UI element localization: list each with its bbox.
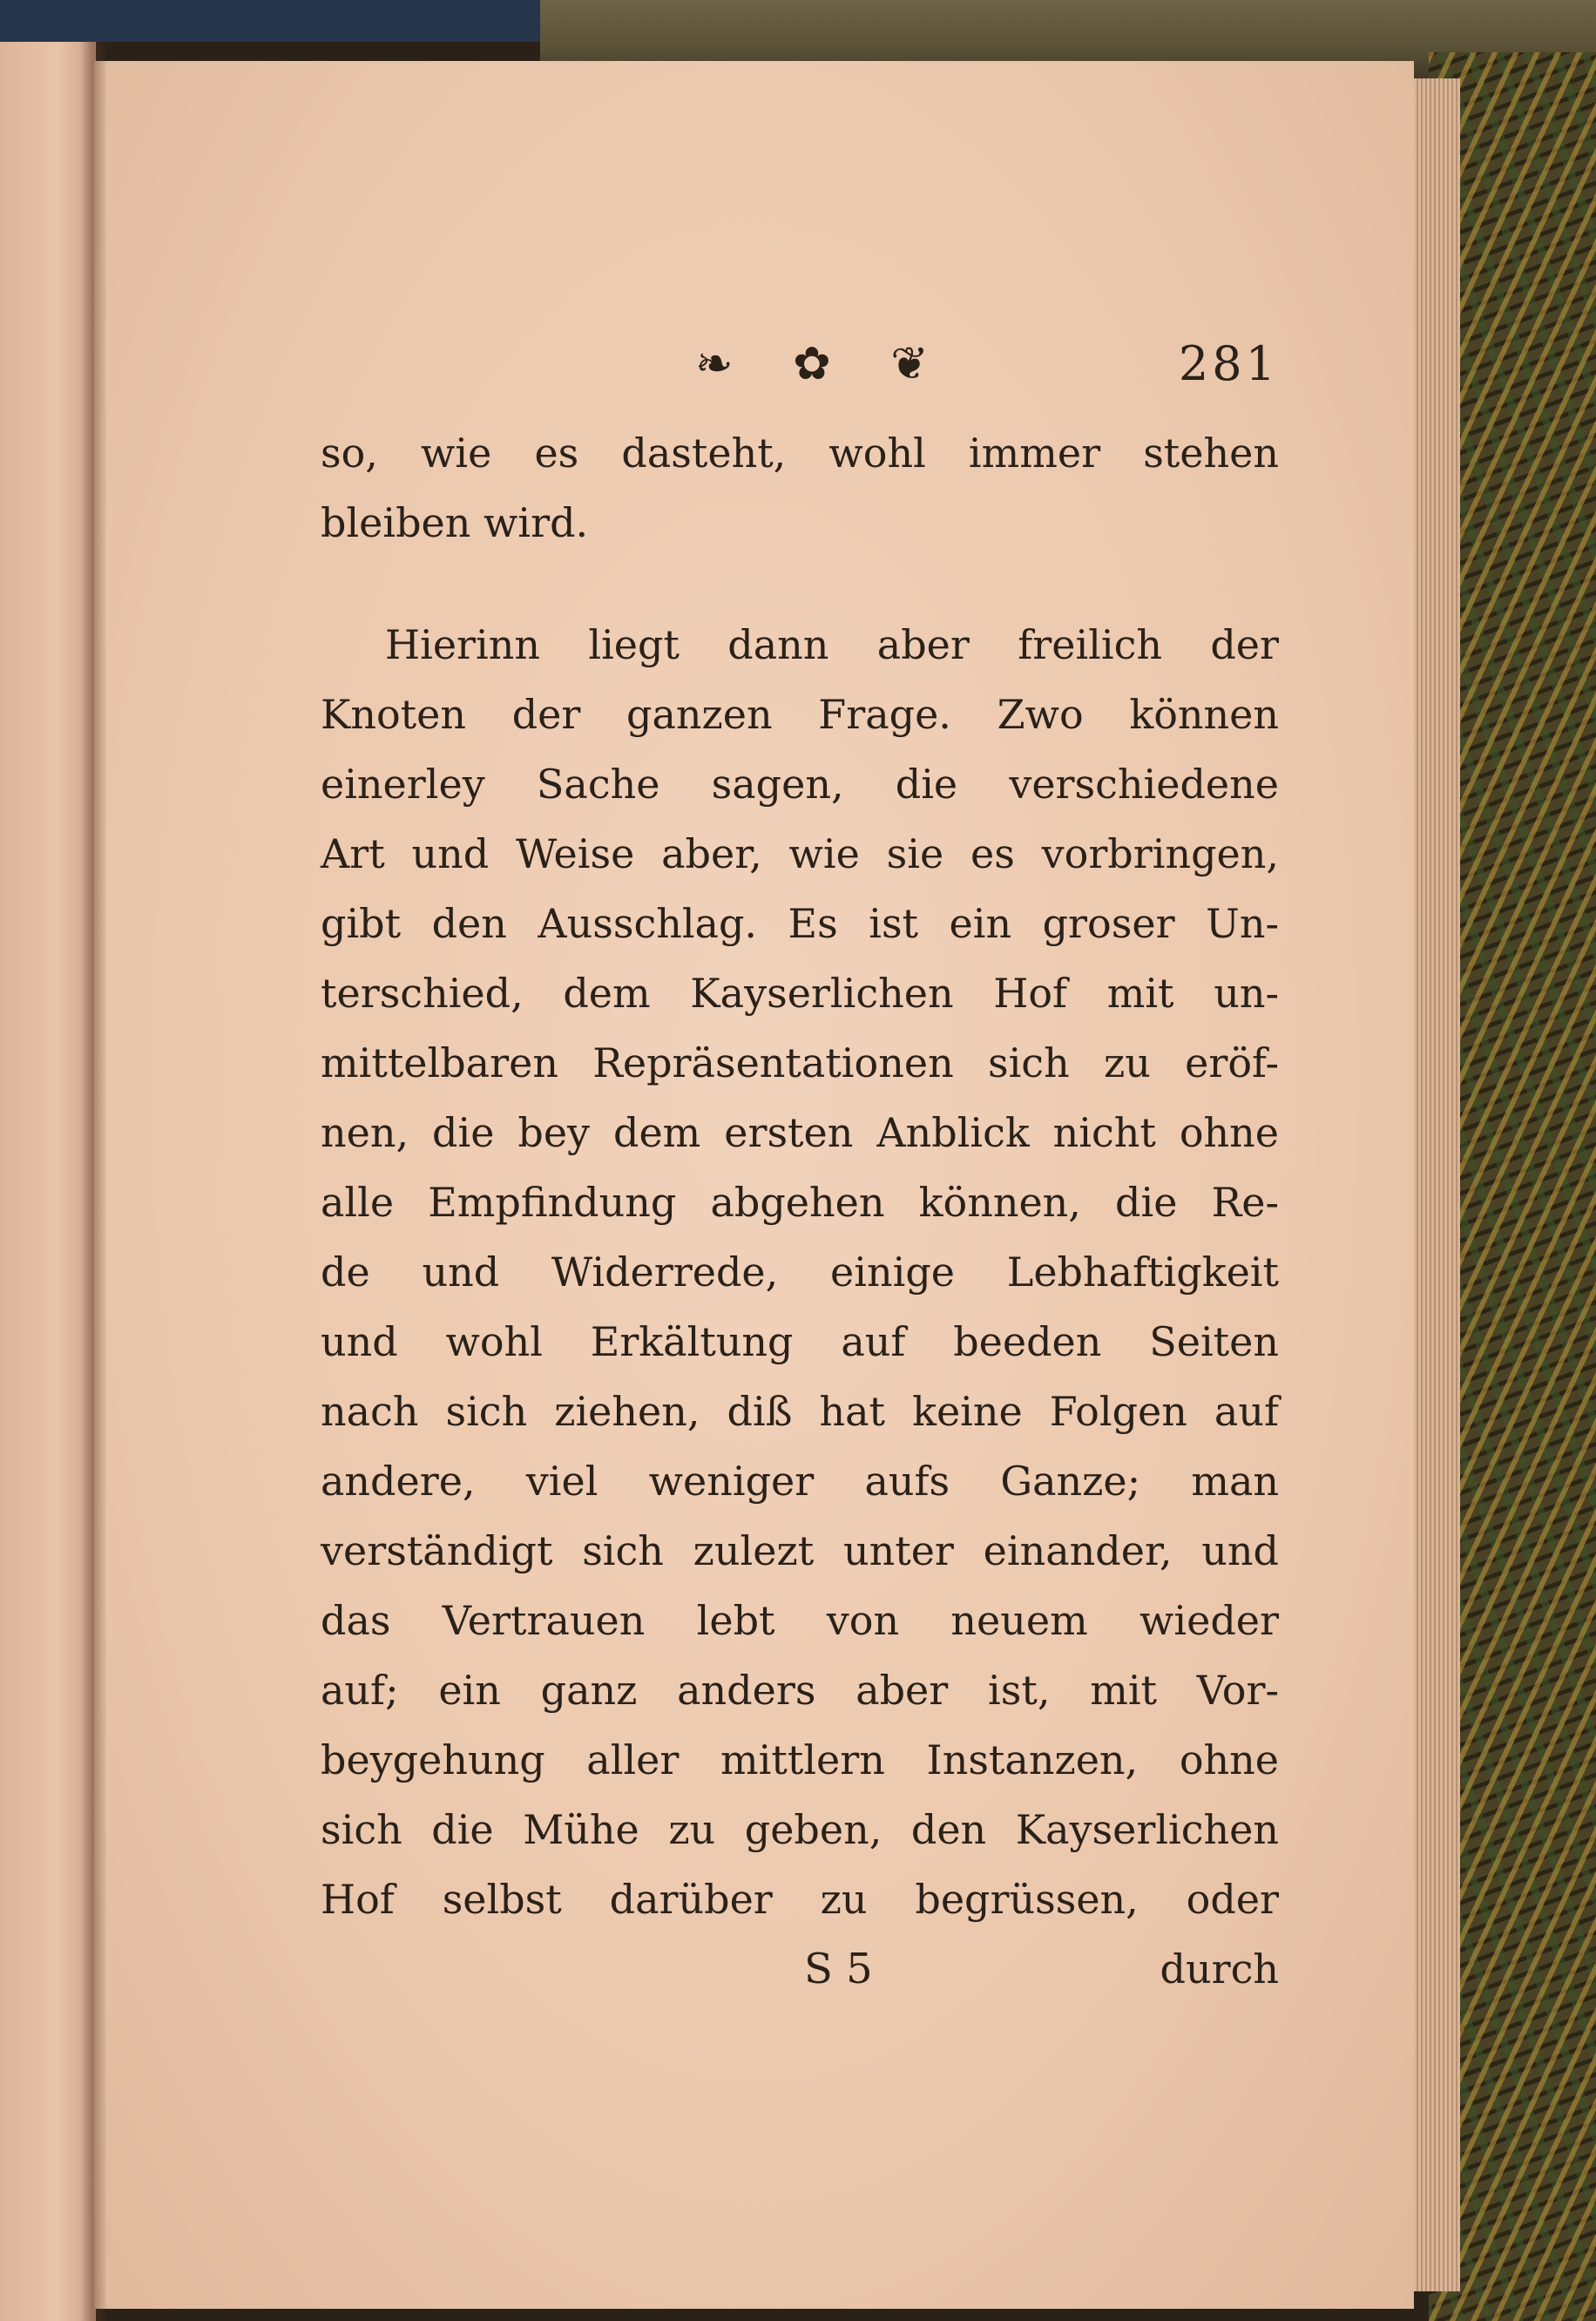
text-line: beygehung aller mittlern Instanzen, ohne: [321, 1736, 1279, 1783]
header-ornament: ❧ ✿ ❦: [695, 338, 951, 390]
catchword: durch: [1160, 1945, 1279, 1993]
text-line: verständigt sich zulezt unter einander, und: [321, 1527, 1279, 1574]
spine-shadow: [80, 35, 106, 2321]
signature-mark: S 5: [804, 1945, 873, 1993]
text-line: Knoten der ganzen Frage. Zwo können: [321, 691, 1279, 738]
running-header: [321, 338, 1279, 399]
page-number: 281: [1178, 336, 1279, 391]
text-line: nach sich ziehen, diß hat keine Folgen auf: [321, 1388, 1279, 1435]
text-line: auf; ein ganz anders aber ist, mit Vor-: [321, 1667, 1279, 1714]
text-line: so, wie es dasteht, wohl immer stehen: [321, 430, 1279, 477]
text-line: sich die Mühe zu geben, den Kayserlichen: [321, 1806, 1279, 1853]
text-line: einerley Sache sagen, die verschiedene: [321, 761, 1279, 808]
text-line: Hierinn liegt dann aber freilich der: [385, 621, 1279, 668]
text-line: Hof selbst darüber zu begrüssen, oder: [321, 1876, 1279, 1923]
text-line: terschied, dem Kayserlichen Hof mit un-: [321, 970, 1279, 1017]
text-line: bleiben wird.: [321, 499, 589, 546]
text-line: alle Empfindung abgehen können, die Re-: [321, 1179, 1279, 1226]
text-line: Art und Weise aber, wie sie es vorbringen,: [321, 830, 1279, 877]
text-line: andere, viel weniger aufs Ganze; man: [321, 1458, 1279, 1505]
blue-board-edge: [0, 0, 540, 42]
text-line: das Vertrauen lebt von neuem wieder: [321, 1597, 1279, 1644]
text-line: nen, die bey dem ersten Anblick nicht ohne: [321, 1109, 1279, 1156]
text-line: und wohl Erkältung auf beeden Seiten: [321, 1318, 1279, 1365]
text-line: de und Widerrede, einige Lebhaftigkeit: [321, 1248, 1279, 1296]
book-page: [94, 61, 1414, 2309]
text-line: gibt den Ausschlag. Es ist ein groser Un-: [321, 900, 1279, 947]
text-line: mittelbaren Repräsentationen sich zu eröf-: [321, 1039, 1279, 1086]
page-edges: [1410, 78, 1460, 2291]
